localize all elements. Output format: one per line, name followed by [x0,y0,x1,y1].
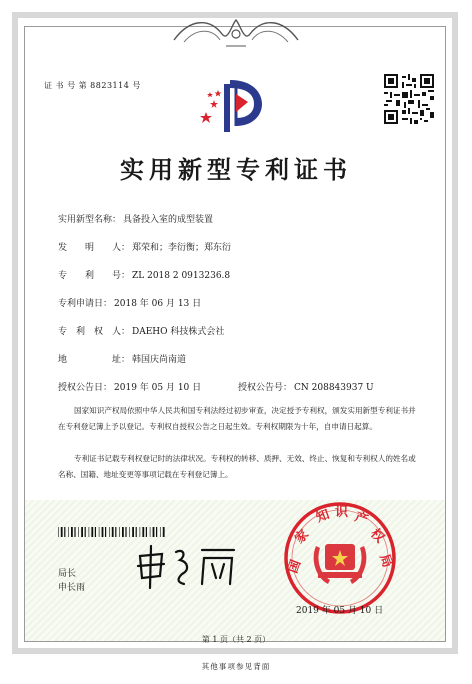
field-application-date [58,296,201,309]
page-number: 第 1 页（共 2 页） [201,635,271,644]
field-address [58,352,186,365]
certificate-title: 实用新型专利证书 [120,155,352,184]
field-value: 韩国庆尚南道 [132,355,187,365]
field-value: DAEHO 科技株式会社 [132,327,225,337]
director-name: 申长雨 [58,583,86,593]
field-patentee [58,324,224,337]
field-value: 2019 年 05 月 10 日 [114,383,202,393]
top-ornament [170,14,302,50]
field-label: 发 明 人： [58,243,131,253]
footer-note: 其他事项参见背面 [201,662,271,671]
seal-date: 2019 年 05 月 10 日 [296,606,384,616]
field-label: 地 址： [58,355,131,365]
seal-char: 权 [367,526,387,547]
field-value: 郑荣和；李衍衡；郑东衍 [132,243,232,253]
certificate-number: 证 书 号 第 8823114 号 [44,81,141,90]
seal-char: 知 [314,507,332,526]
handwritten-signature [132,542,242,592]
field-value: CN 208843937 U [294,383,374,393]
official-seal [282,500,398,616]
field-grant-date [58,380,201,393]
field-utility-model-name [58,212,213,225]
seal-char: 识 [335,505,349,520]
seal-char: 局 [376,552,395,570]
field-label: 专 利 权 人： [58,327,131,337]
seal-char: 产 [352,509,370,529]
field-value: 2018 年 06 月 13 日 [114,299,202,309]
field-label: 专利申请日： [58,299,113,309]
notice-paragraph-2: 专利证书记载专利权登记时的法律状况。专利权的转移、质押、无效、终止、恢复和专利权人的姓名或名称、国籍、地址变更等事项记载在专利登记簿上。 [58,454,416,479]
qr-code [384,74,434,124]
field-label: 实用新型名称： [58,215,122,225]
cnipa-logo-icon [196,72,270,136]
field-label: 专 利 号： [58,271,131,281]
field-value: 具备投入室的成型装置 [123,215,214,225]
field-patent-number [58,268,230,281]
field-grant-number [238,380,374,393]
field-value: ZL 2018 2 0913236.8 [132,271,231,281]
seal-char: 国 [285,558,305,576]
field-inventors [58,240,231,253]
barcode [58,527,166,537]
field-label: 授权公告日： [58,383,113,393]
seal-char: 家 [292,527,313,547]
field-label: 授权公告号： [238,383,293,393]
notice-paragraph-1: 国家知识产权局依照中华人民共和国专利法经过初步审查，决定授予专利权，颁发实用新型专利证书并在专利登记簿上予以登记。专利权自授权公告之日起生效。专利权期限为十年，自申请日起算。 [58,406,416,431]
director-title: 局长 [58,569,77,579]
